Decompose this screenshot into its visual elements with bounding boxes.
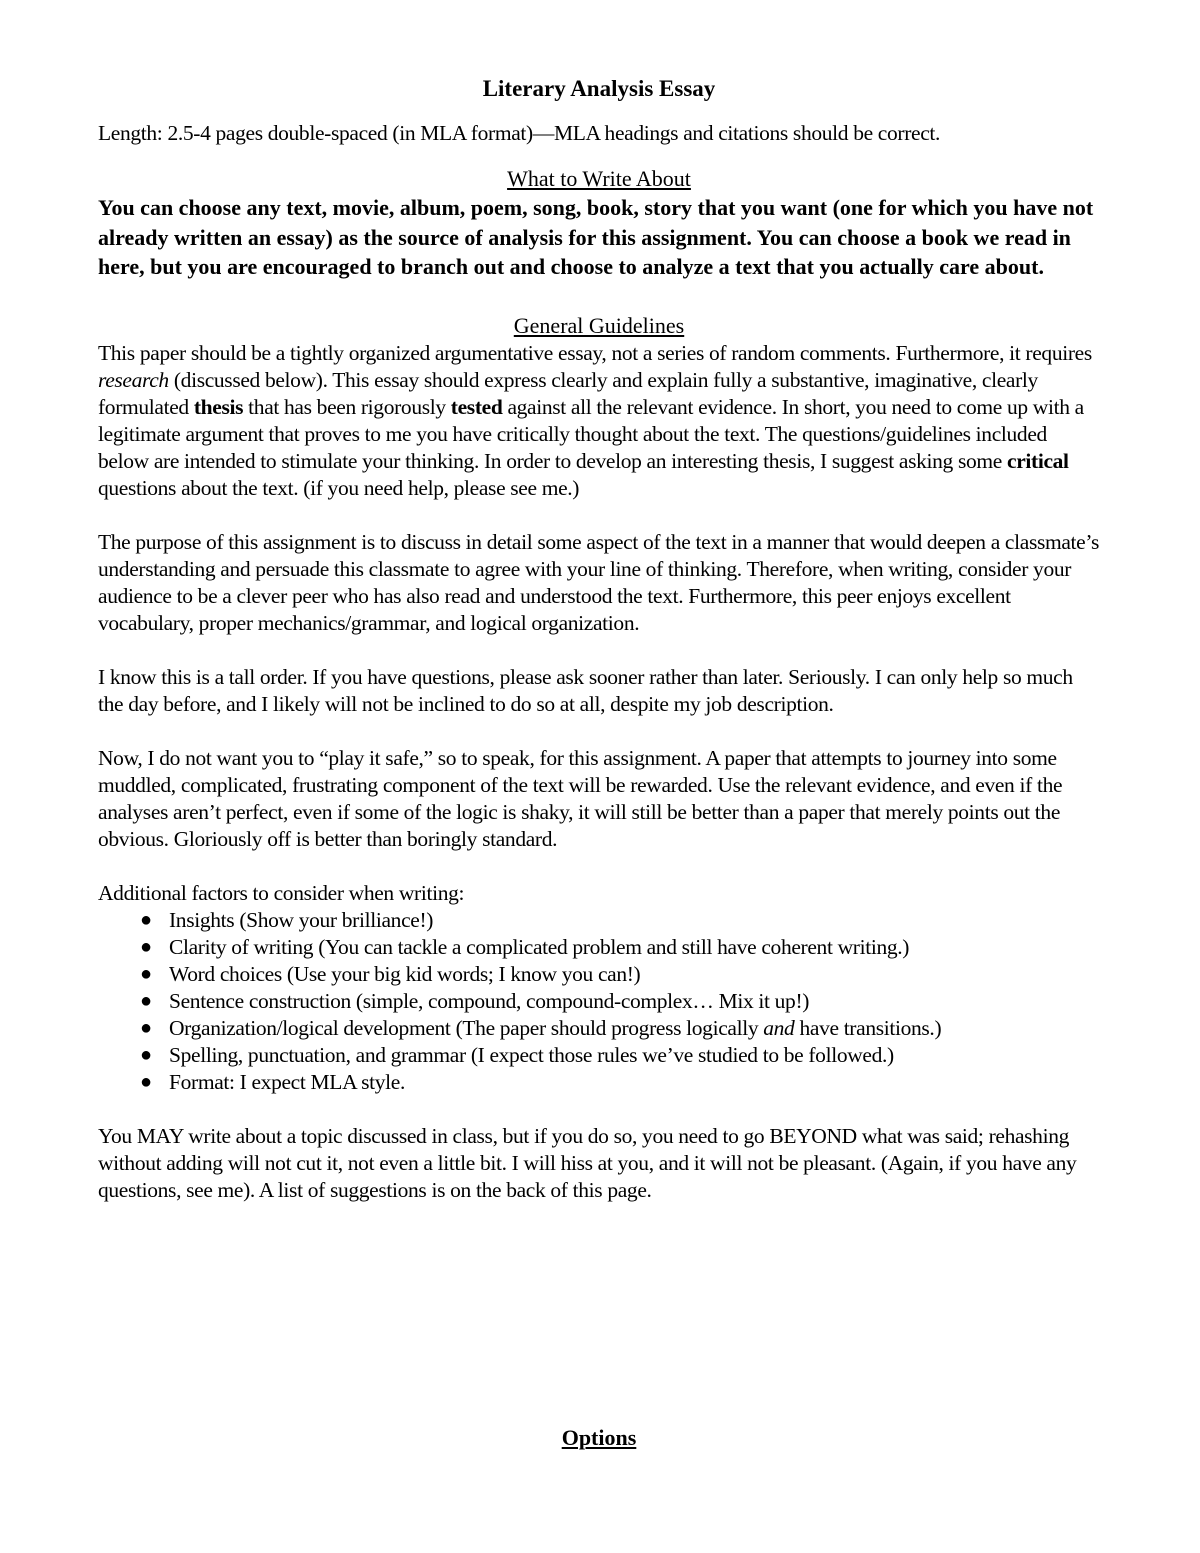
bullet-icon: ● [140, 1070, 152, 1093]
factors-intro: Additional factors to consider when writing: [98, 880, 465, 905]
bullet-icon: ● [140, 962, 152, 985]
research-emphasis: research [98, 367, 169, 392]
p1-text-5: questions about the text. (if you need help, please see me.) [98, 475, 580, 500]
general-guidelines-heading: General Guidelines [513, 312, 685, 338]
list-item-text: Organization/logical development (The paper should progress logically [169, 1015, 764, 1040]
tested-emphasis: tested [450, 394, 503, 419]
list-item [98, 1069, 1100, 1096]
list-item-text: Insights (Show your brilliance!) [169, 907, 434, 932]
list-item-text: Spelling, punctuation, and grammar (I expect those rules we’ve studied to be followed.) [169, 1042, 894, 1067]
p1-text-2: (discussed below). This essay should express clearly and explain fully a substantive, imaginative, clearly formulated [98, 367, 1038, 419]
what-to-write-body: You can choose any text, movie, album, poem, song, book, story that you want (one for which you have not already written an essay) as the source of analysis for this assignment. You can choose a book we read in here, but you are encouraged to branch out and choose to analyze a text that you actually care about. [98, 195, 1094, 279]
list-item-text: Word choices (Use your big kid words; I know you can!) [169, 961, 641, 986]
options-heading: Options [561, 1425, 637, 1450]
p1-text-1: This paper should be a tightly organized argumentative essay, not a series of random comments. Furthermore, it requires [98, 340, 1092, 365]
factors-list [98, 907, 1100, 1096]
list-item [98, 988, 1100, 1015]
bullet-icon: ● [140, 1016, 152, 1039]
list-item-text: Sentence construction (simple, compound, compound-complex… Mix it up!) [169, 988, 810, 1013]
and-emphasis: and [763, 1015, 795, 1040]
p1-text-4: against all the relevant evidence. In short, you need to come up with a legitimate argument that proves to me you have critically thought about the text. The questions/guidelines included below are intended to stimulate your thinking. In order to develop an interesting thesis, I suggest asking some [98, 394, 1084, 473]
bullet-icon: ● [140, 989, 152, 1012]
list-item-text: Format: I expect MLA style. [169, 1069, 405, 1094]
p1-text-3: that has been rigorously [243, 394, 451, 419]
what-to-write-heading: What to Write About [507, 166, 691, 191]
document-title: Literary Analysis Essay [482, 76, 716, 101]
list-item [98, 961, 1100, 988]
thesis-emphasis: thesis [193, 394, 244, 419]
bullet-icon: ● [140, 908, 152, 931]
guidelines-paragraph-2: The purpose of this assignment is to discuss in detail some aspect of the text in a manner that would deepen a classmate’s understanding and persuade this classmate to agree with your line of thinking. Therefore, when writing, consider your audience to be a clever peer who has also read and understood the text. Furthermore, this peer enjoys excellent vocabulary, proper mechanics/grammar, and logical organization. [98, 529, 1099, 635]
bullet-icon: ● [140, 935, 152, 958]
bullet-icon: ● [140, 1043, 152, 1066]
guidelines-paragraph-4: Now, I do not want you to “play it safe,” so to speak, for this assignment. A paper that attempts to journey into some muddled, complicated, frustrating component of the text will be rewarded. Use the relevant evidence, and even if the analyses aren’t perfect, even if some of the logic is shaky, it will still be better than a paper that merely points out the obvious. Gloriously off is better than boringly standard. [98, 745, 1063, 851]
document-page [98, 74, 1100, 1450]
list-item [98, 907, 1100, 934]
closing-paragraph: You MAY write about a topic discussed in class, but if you do so, you need to go BEYOND what was said; rehashing without adding will not cut it, not even a little bit. I will hiss at you, and it will not be pleasant. (Again, if you have any questions, see me). A list of suggestions is on the back of this page. [98, 1123, 1077, 1202]
list-item [98, 1015, 1100, 1042]
guidelines-paragraph-1 [98, 340, 1100, 502]
guidelines-paragraph-3: I know this is a tall order. If you have questions, please ask sooner rather than later. Seriously. I can only help so much the day before, and I likely will not be inclined to do so at all, despite my job description. [98, 664, 1073, 716]
list-item [98, 934, 1100, 961]
list-item [98, 1042, 1100, 1069]
length-requirement: Length: 2.5-4 pages double-spaced (in MLA format)—MLA headings and citations should be correct. [98, 121, 941, 145]
list-item-text: Clarity of writing (You can tackle a complicated problem and still have coherent writing.) [169, 934, 910, 959]
list-item-text-end: have transitions.) [794, 1015, 942, 1040]
critical-emphasis: critical [1007, 448, 1069, 473]
